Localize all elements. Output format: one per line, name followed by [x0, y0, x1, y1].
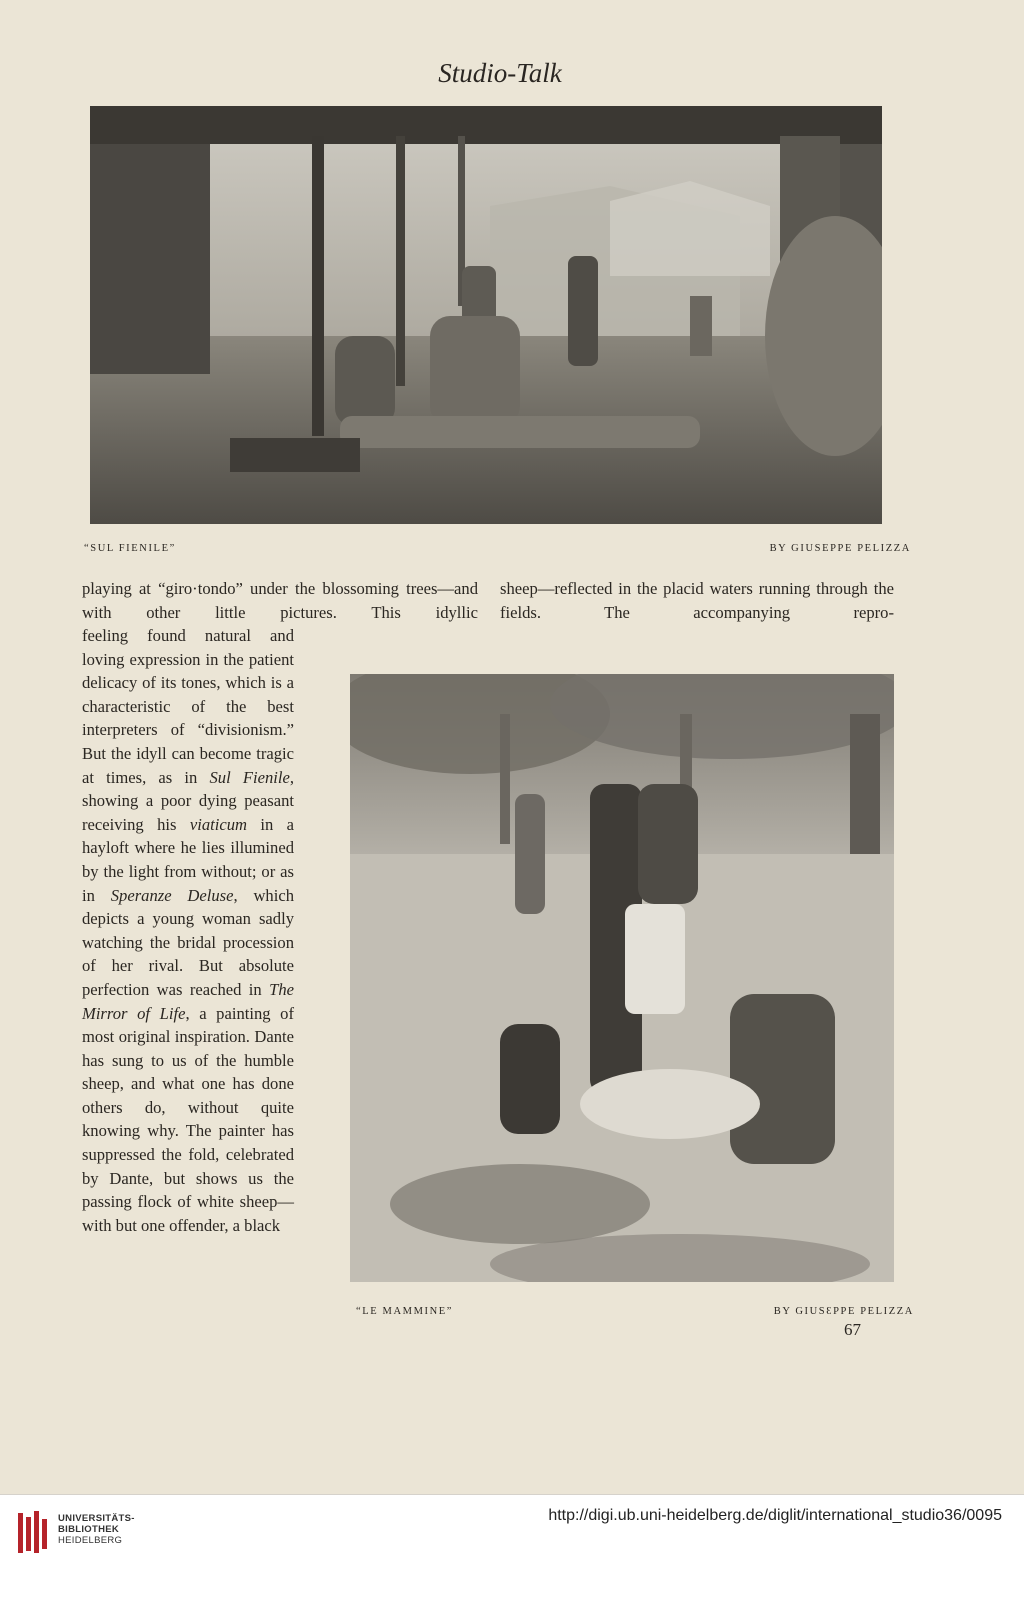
- running-head: Studio-Talk: [438, 58, 562, 88]
- university-library-logo-icon: [14, 1507, 54, 1557]
- library-name-line-2: BIBLIOTHEK: [58, 1524, 120, 1535]
- caption-title-top: “SUL FIENILE”: [84, 543, 176, 554]
- body-text-left-column: [82, 624, 294, 1237]
- body-text-right-top: sheep—reflected in the placid waters running through the fields. The accompanying repro-: [500, 579, 894, 622]
- permalink-url[interactable]: http://digi.ub.uni-heidelberg.de/diglit/international_studio36/0095: [548, 1507, 1002, 1524]
- text-segment: in a hayloft where he lies illumined by the light from without; or as in: [82, 814, 294, 905]
- painting-sul-fienile: [90, 106, 882, 524]
- caption-title-bottom: “LE MAMMINE”: [356, 1306, 454, 1317]
- body-text-left-top: playing at “giro·tondo” under the blossoming trees—and with other little pictures. This idyllic: [82, 579, 478, 622]
- text-segment: , a painting of most original inspiration. Dante has sung to us of the humble sheep, and what one has done others do, without quite knowing why. The painter has suppressed the fold, celebrated by Dante, but shows us the passing flock of white sheep—with but one offender, a black: [82, 1003, 294, 1235]
- term-viaticum: viaticum: [189, 814, 247, 834]
- title-sul-fienile: Sul Fienile: [209, 767, 290, 787]
- text-segment: , showing a poor dying peasant receiving his: [82, 767, 294, 834]
- title-mirror-of-life: The Mirror of Life: [82, 979, 294, 1023]
- library-name-line-3: HEIDELBERG: [58, 1535, 123, 1546]
- plate-sul-fienile: [90, 106, 882, 524]
- painting-le-mammine: [350, 674, 894, 1282]
- library-name-line-1: UNIVERSITÄTS-: [58, 1513, 135, 1524]
- plate-le-mammine: [350, 674, 894, 1282]
- title-speranze-deluse: Speranze Deluse: [110, 885, 234, 905]
- library-footer: [0, 1494, 1024, 1607]
- caption-credit-top: BY GIUSEPPE PELIZZA: [769, 543, 911, 554]
- caption-credit-bottom: BY GIUSƐPPE PELIZZA: [773, 1306, 914, 1317]
- text-segment: feeling found natural and loving expression in the patient delicacy of its tones, which is a characteristic of the best interpreters of “divisionism.” But the idyll can become tragic at times, as in: [82, 626, 294, 787]
- library-name: [58, 1513, 135, 1546]
- page-number: 67: [844, 1320, 861, 1339]
- text-segment: , which depicts a young woman sadly watching the bridal procession of her rival. But absolute perfection was reached in: [82, 885, 294, 999]
